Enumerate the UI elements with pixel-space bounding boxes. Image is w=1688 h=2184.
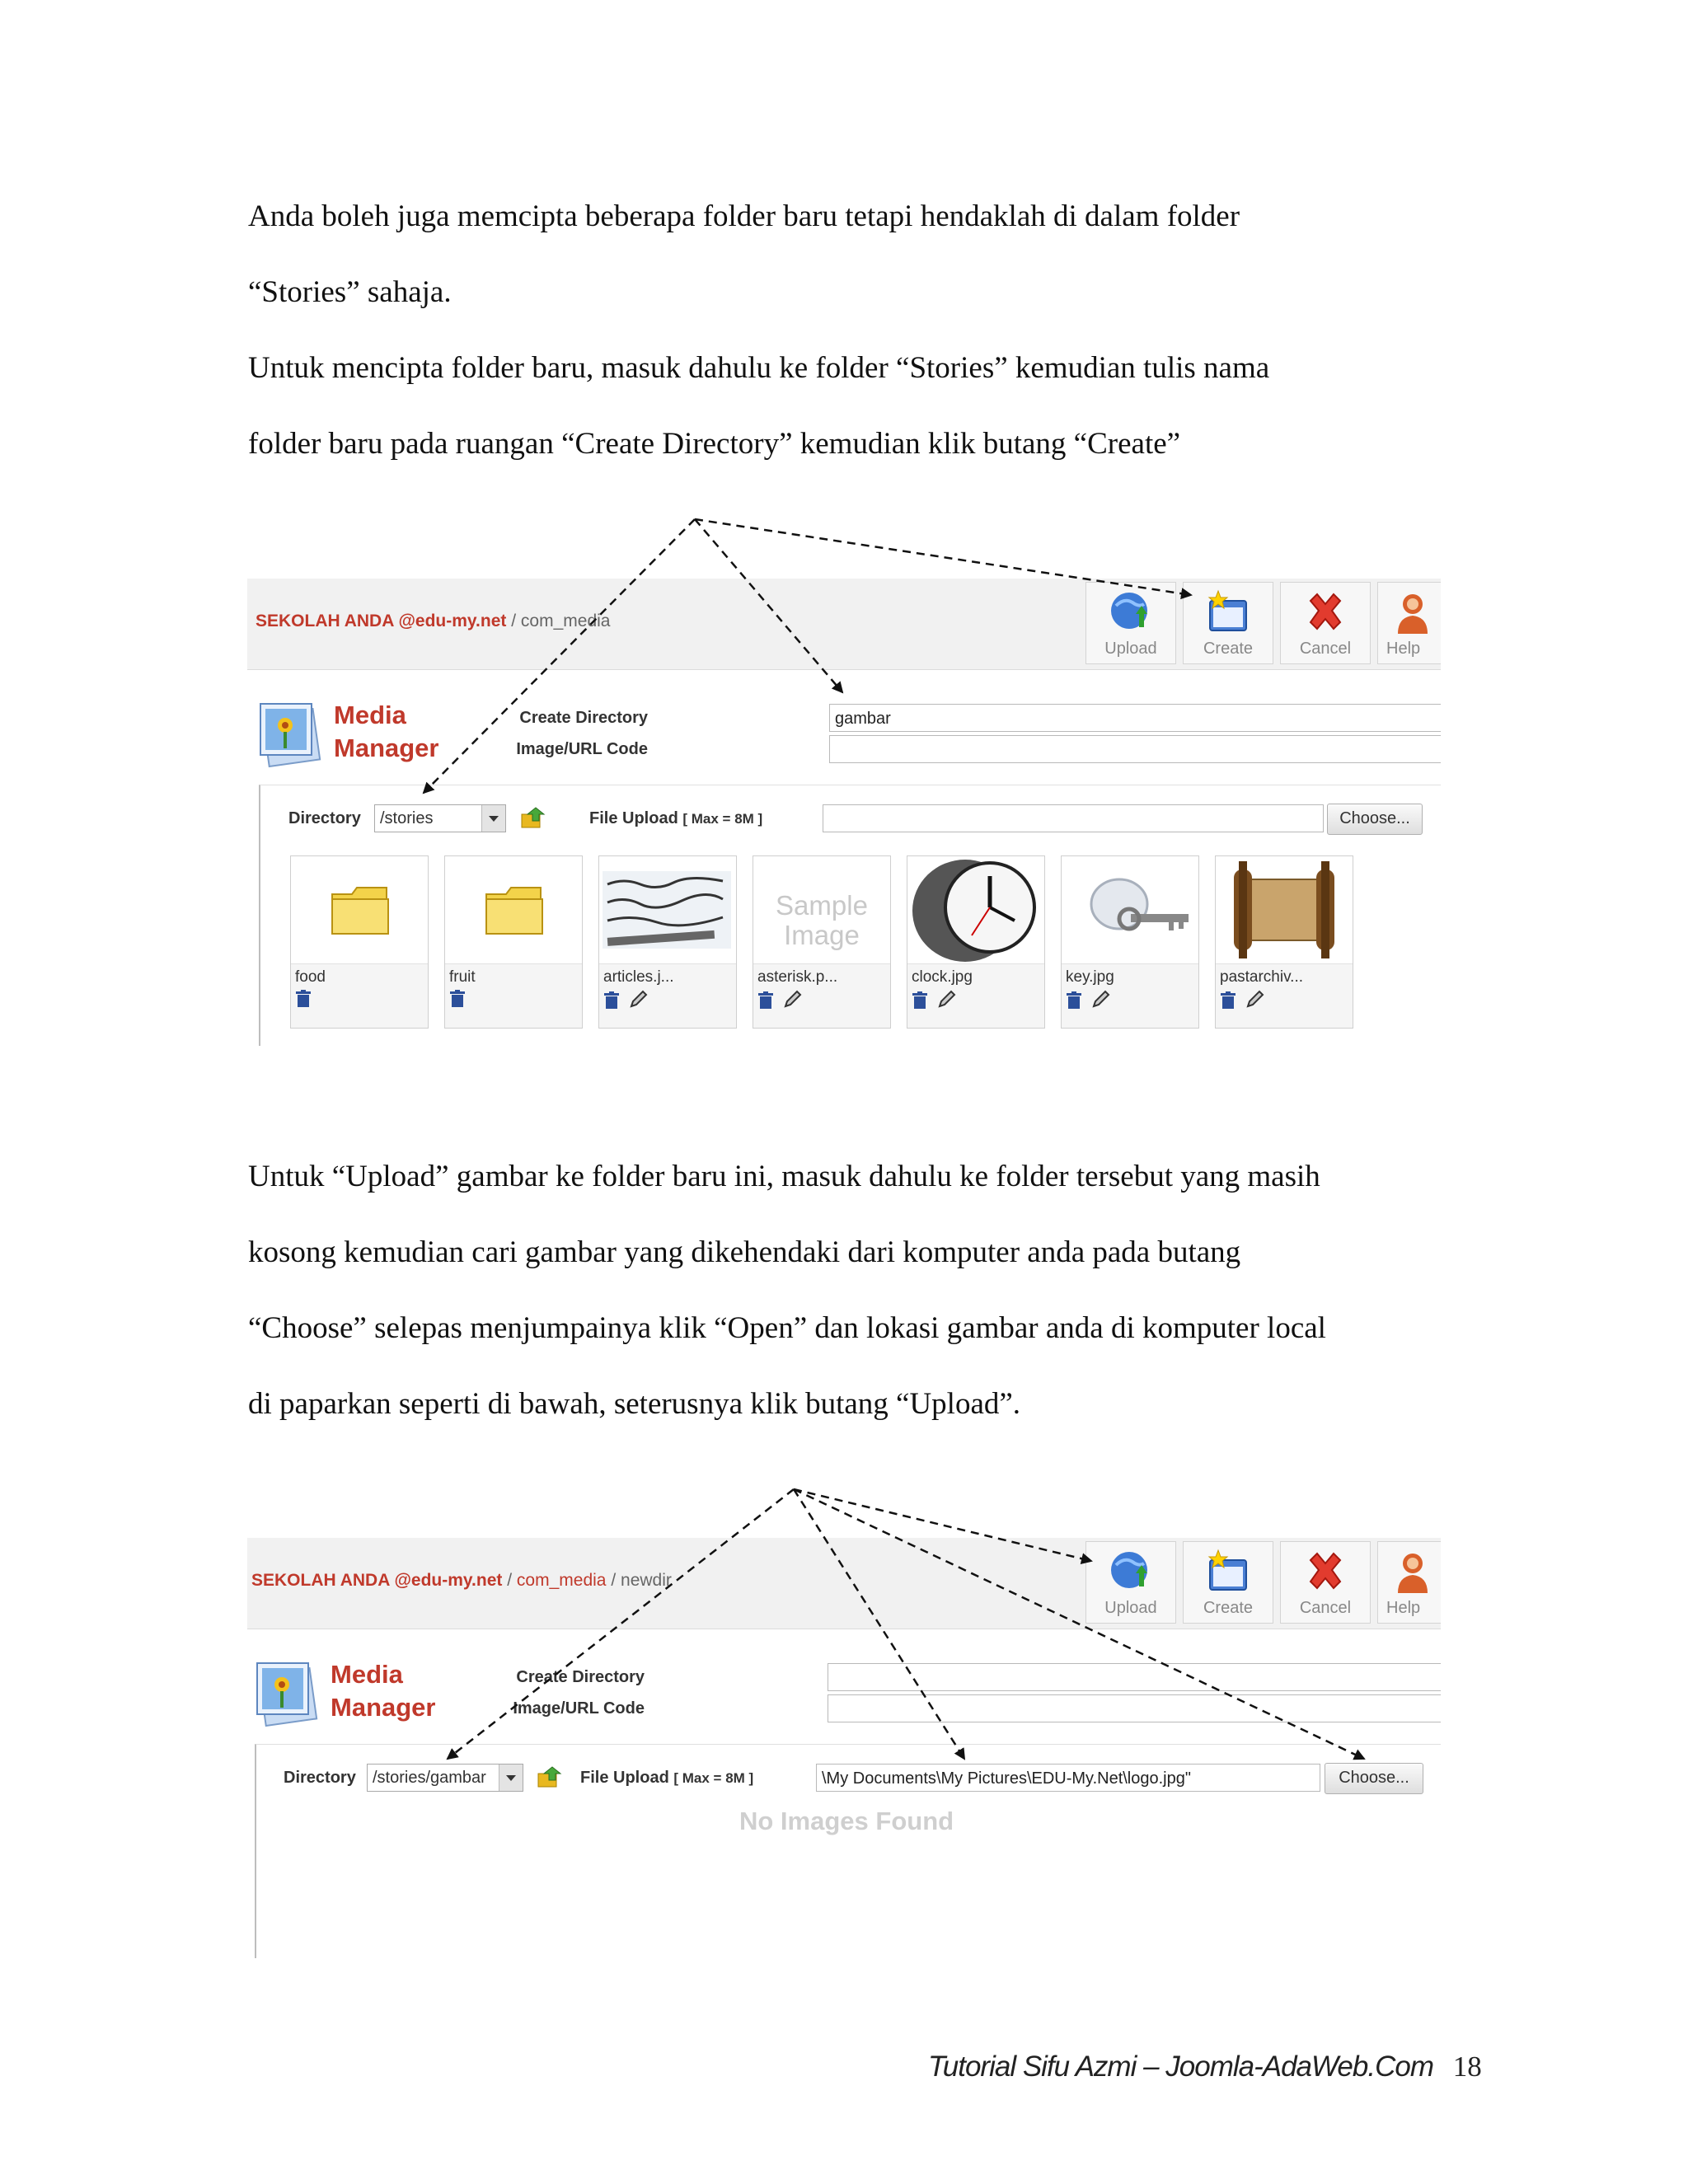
create-directory-label: Create Directory [519,709,648,727]
breadcrumb-com-media[interactable]: com_media [520,612,611,630]
breadcrumb-newdir[interactable]: newdir [621,1571,672,1590]
title-line-1: Media [334,701,406,729]
arrow-to-create-directory-input [695,519,842,692]
tile-name: food [295,968,326,986]
title-line-2: Manager [334,733,439,762]
tile-name: fruit [449,968,476,986]
choose-button[interactable]: Choose... [1327,804,1423,835]
footer-text: Tutorial Sifu Azmi – Joomla-AdaWeb.Com [928,2050,1433,2083]
breadcrumb-separator: / [511,612,517,630]
breadcrumb-com-media[interactable]: com_media [516,1571,607,1590]
title-line-2: Manager [331,1693,436,1722]
arrow-to-create-button [695,519,1191,595]
create-directory-label: Create Directory [516,1668,645,1686]
title-line-1: Media [331,1660,403,1689]
directory-value: /stories/gambar [373,1769,486,1787]
text-line: Untuk “Upload” gambar ke folder baru ini, masuk dahulu ke folder tersebut yang masih [248,1160,1320,1193]
text-line: Anda boleh juga memcipta beberapa folder baru tetapi hendaklah di dalam folder [248,199,1240,233]
tile-name: pastarchiv... [1220,968,1304,986]
image-url-label: Image/URL Code [516,740,648,758]
file-upload-input[interactable]: \My Documents\My Pictures\EDU-My.Net\logo.jpg" [816,1764,1320,1792]
sample-line-2: Image [784,920,860,950]
tile-name: asterisk.p... [757,968,838,986]
help-label: Help [1386,1599,1421,1617]
arrow-to-file-upload-input [794,1489,964,1759]
text-line: “Choose” selepas menjumpainya klik “Open” dan lokasi gambar anda di komputer local [248,1311,1326,1345]
create-label: Create [1203,640,1254,658]
arrow-to-upload-button [794,1489,1091,1561]
upload-label: Upload [1104,640,1157,658]
empty-state-message: No Images Found [739,1807,954,1835]
directory-value: /stories [380,809,434,827]
upload-label: Upload [1104,1599,1157,1617]
cancel-label: Cancel [1299,640,1352,658]
image-url-label: Image/URL Code [513,1699,645,1718]
site-name[interactable]: SEKOLAH ANDA @edu-my.net [256,612,507,630]
tile-name: key.jpg [1066,968,1114,986]
file-upload-max: [ Max = 8M ] [682,811,763,827]
tile-name: clock.jpg [912,968,973,986]
directory-label: Directory [288,809,361,827]
text-line: kosong kemudian cari gambar yang dikehendaki dari komputer anda pada butang [248,1235,1241,1269]
text-line: “Stories” sahaja. [248,275,452,309]
file-upload-max: [ Max = 8M ] [673,1770,754,1786]
text-line: di paparkan seperti di bawah, seterusnya klik butang “Upload”. [248,1387,1021,1421]
create-directory-input[interactable]: gambar [829,704,1441,732]
page-number: 18 [1452,2050,1482,2083]
breadcrumb-separator: / [611,1571,617,1590]
page-footer [928,2050,1482,2083]
breadcrumb-separator: / [507,1571,513,1590]
create-label: Create [1203,1599,1254,1617]
choose-button[interactable]: Choose... [1325,1763,1423,1794]
tile-name: articles.j... [603,968,674,986]
text-line: Untuk mencipta folder baru, masuk dahulu ke folder “Stories” kemudian tulis nama [248,351,1270,385]
file-upload-text: File Upload [580,1769,669,1787]
directory-label: Directory [284,1769,356,1787]
help-label: Help [1386,640,1421,658]
cancel-label: Cancel [1299,1599,1352,1617]
file-upload-text: File Upload [589,809,678,827]
arrow-to-directory-select [424,519,695,793]
sample-line-1: Sample [776,890,868,921]
arrow-to-directory-select-2 [448,1489,794,1759]
text-line: folder baru pada ruangan “Create Directory” kemudian klik butang “Create” [248,427,1181,461]
site-name[interactable]: SEKOLAH ANDA @edu-my.net [251,1571,503,1590]
